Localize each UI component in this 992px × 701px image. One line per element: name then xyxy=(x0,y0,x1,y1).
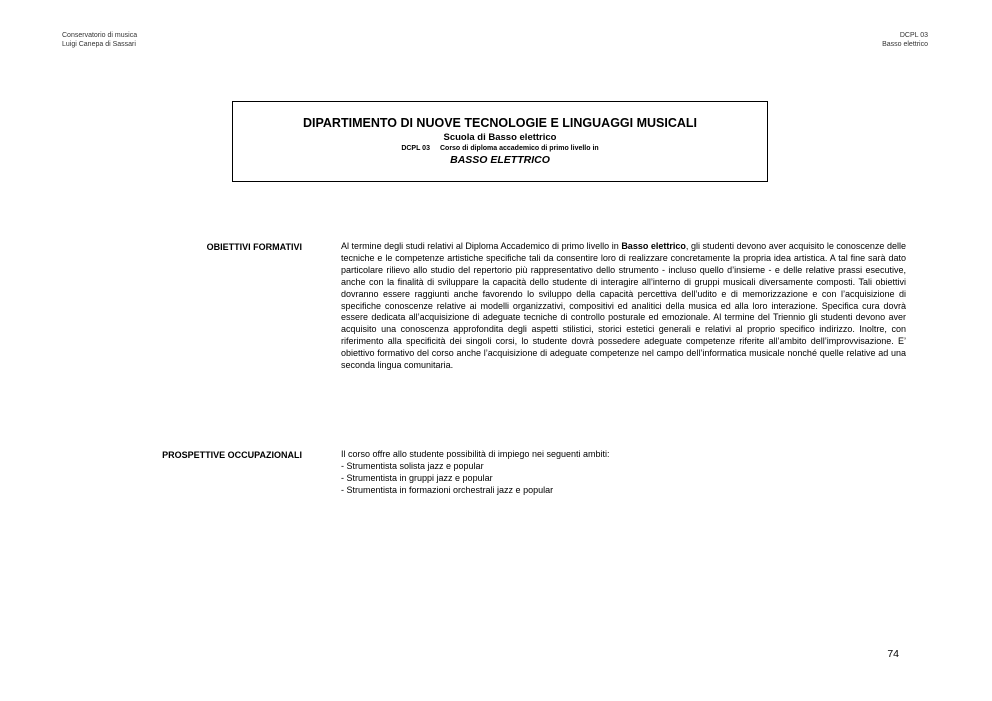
objectives-paragraph xyxy=(341,241,906,372)
page-number: 74 xyxy=(887,648,899,660)
header-course-code: DCPL 03 xyxy=(899,32,928,39)
list-item: - Strumentista in gruppi jazz e popular xyxy=(341,472,493,483)
prospects-label: PROSPETTIVE OCCUPAZIONALI xyxy=(162,450,302,460)
list-item: - Strumentista in formazioni orchestrali jazz e popular xyxy=(341,484,554,495)
header-course xyxy=(882,31,928,49)
course-description: Corso di diploma accademico di primo livello in xyxy=(439,145,599,152)
course-line xyxy=(233,144,767,154)
header-institution xyxy=(62,31,137,49)
header-institution-line2: Luigi Canepa di Sassari xyxy=(62,41,136,48)
list-item: - Strumentista solista jazz e popular xyxy=(341,460,484,471)
objectives-text-start: Al termine degli studi relativi al Diploma Accademico di primo livello in xyxy=(341,241,622,251)
header-institution-line1: Conservatorio di musica xyxy=(62,32,138,39)
course-name: BASSO ELETTRICO xyxy=(450,154,550,166)
prospects-list xyxy=(341,461,906,497)
objectives-text-bold: Basso elettrico xyxy=(621,241,686,251)
school-name: Scuola di Basso elettrico xyxy=(443,132,557,143)
department-title: DIPARTIMENTO DI NUOVE TECNOLOGIE E LINGUAGGI MUSICALI xyxy=(303,116,697,130)
title-box xyxy=(232,101,768,182)
objectives-text xyxy=(341,241,906,372)
objectives-text-end: , gli studenti devono aver acquisito le conoscenze delle tecniche e le competenze artistiche specifiche tali da consentire loro di realizzare concretamente la propria idea artistica. A tal fine sarà dato particolare rilievo allo studio del repertorio più rappresentativo dello strumento - incluso quello d’insieme - e delle relative prassi esecutive, anche con la finalità di sviluppare la capacità dello studente di interagire all’interno di gruppi musicali diversamente composti. Tali obiettivi dovranno essere raggiunti anche favorendo lo sviluppo della capacità percettiva dell’udito e di memorizzazione e con l’acquisizione di specifiche conoscenze relative ai modelli organizzativi, compositivi ed analitici della musica ed alla loro interazione. Specifica cura dovrà essere dedicata all’acquisizione di adeguate tecniche di controllo posturale ed emozionale. Al termine del Triennio gli studenti devono aver acquisito una conoscenza approfondita degli aspetti stilistici, storici estetici generali e relativi al proprio specifico indirizzo. Inoltre, con riferimento alla specificità dei singoli corsi, lo studente dovrà possedere adeguate competenze riferite all’ambito dell’improvvisazione. E’ obiettivo formativo del corso anche l’acquisizione di adeguate competenze nel campo dell’informatica musicale nonché quelle relative ad una seconda lingua comunitaria. xyxy=(341,241,907,371)
course-code: DCPL 03 xyxy=(401,145,430,152)
prospects-text xyxy=(341,449,906,497)
prospects-intro: Il corso offre allo studente possibilità di impiego nei seguenti ambiti: xyxy=(341,449,610,459)
header-course-title: Basso elettrico xyxy=(882,41,928,48)
objectives-label: OBIETTIVI FORMATIVI xyxy=(206,242,302,252)
